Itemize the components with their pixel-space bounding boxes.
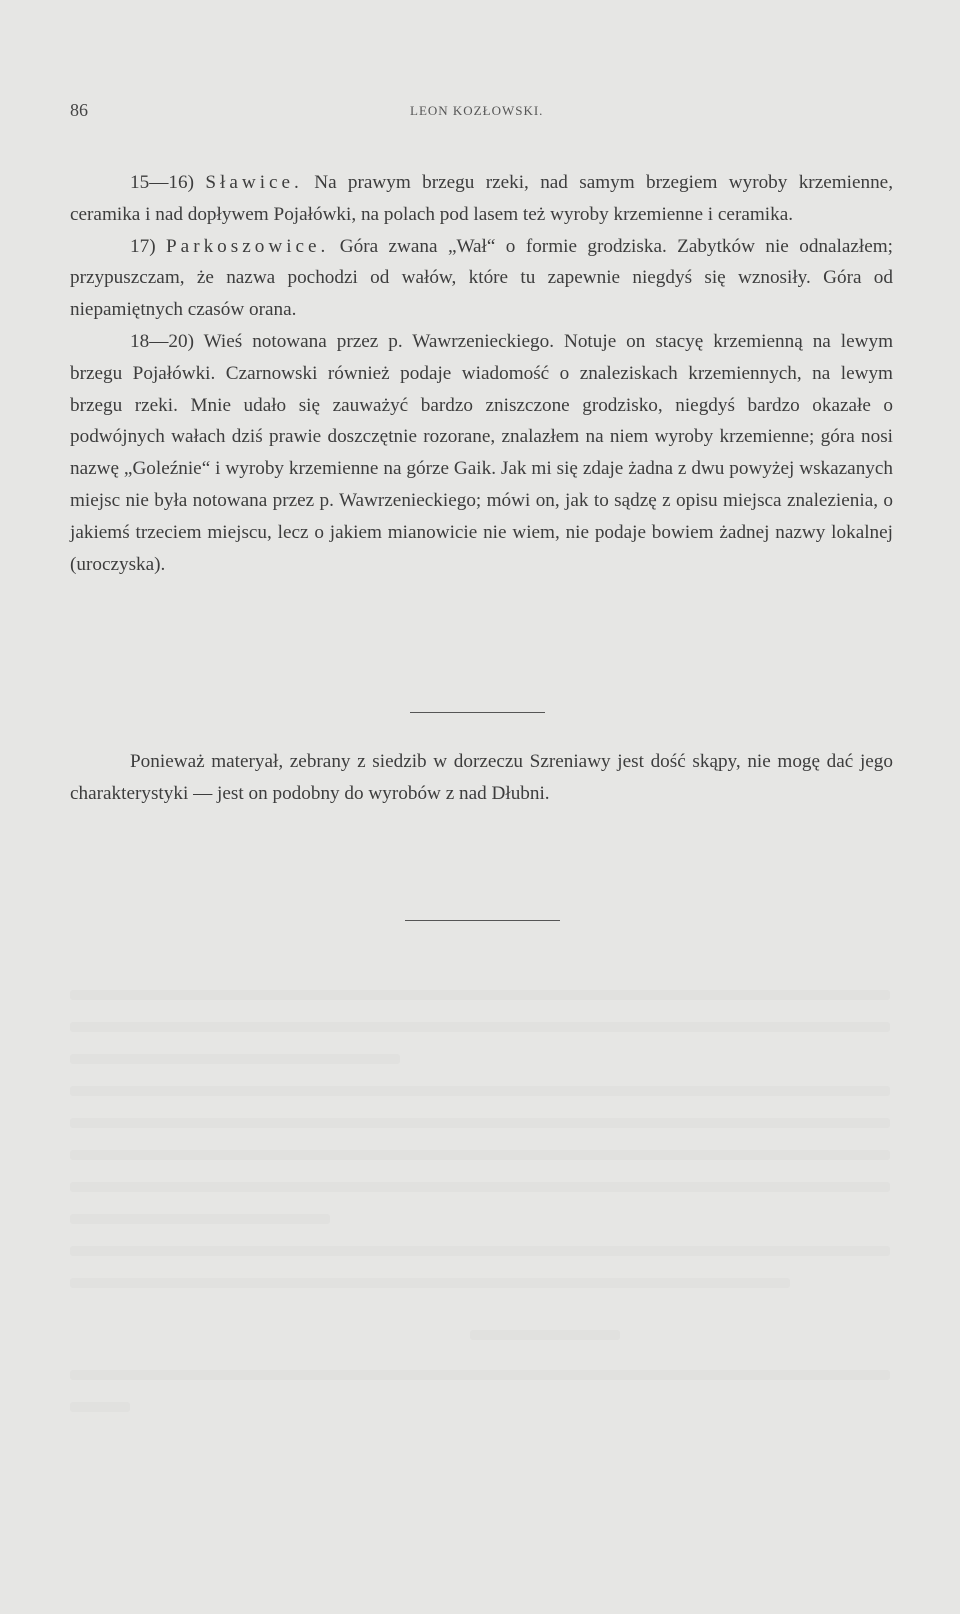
page-number: 86 xyxy=(70,100,88,120)
section-divider xyxy=(410,712,545,713)
bleed-through-line xyxy=(470,1330,620,1340)
main-text xyxy=(70,167,893,580)
bleed-through-line xyxy=(70,1370,890,1380)
bleed-through-line xyxy=(70,1246,890,1256)
page-header xyxy=(70,100,890,128)
bleed-through-line xyxy=(70,1214,330,1224)
bleed-through-line xyxy=(70,990,890,1000)
end-divider xyxy=(405,920,560,921)
place-name: Sławice. xyxy=(205,172,303,193)
bleed-through-line xyxy=(70,1150,890,1160)
paragraph-parkoszowice xyxy=(70,231,893,326)
paragraph-slawice xyxy=(70,167,893,231)
bleed-through-line xyxy=(70,1022,890,1032)
entry-number: 15—16) xyxy=(130,172,206,193)
paragraph-entries-18-20: 18—20) Wieś notowana przez p. Wawrzenieckiego. Notuje on stacyę krzemienną na lewym brzegu Pojałówki. Czarnowski również podaje wiadomość o znaleziskach krzemiennych, na lewym brzegu rzeki. Mnie udało się zauważyć bardzo zniszczone grodzisko, niegdyś bardzo okazałe o podwójnych wałach dziś prawie doszczętnie rozorane, znalazłem na niem wyroby krzemienne; góra nosi nazwę „Goleźnie“ i wyroby krzemienne na górze Gaik. Jak mi się zdaje żadna z dwu powyżej wskazanych miejsc nie była notowana przez p. Wawrzenieckiego; mówi on, jak to sądzę z opisu miejsca znalezienia, o jakiemś trzeciem miejscu, lecz o jakiem mianowicie nie wiem, nie podaje bowiem żadnej nazwy lokalnej (uroczyska). xyxy=(70,330,893,575)
running-head: LEON KOZŁOWSKI. xyxy=(410,103,544,118)
entry-number: 17) xyxy=(130,235,166,257)
bleed-through-line xyxy=(70,1182,890,1192)
paragraph-summary: Ponieważ materyał, zebrany z siedzib w dorzeczu Szreniawy jest dość skąpy, nie mogę dać jego charakterystyki — jest on podobny do wyrobów z nad Dłubni. xyxy=(70,751,893,804)
bleed-through-line xyxy=(70,1118,890,1128)
bleed-through-line xyxy=(70,1086,890,1096)
bleed-through-line xyxy=(70,1402,130,1412)
paragraph-text: Na prawym brzegu rzeki, nad samym brzegiem wyroby krzemienne, ceramika i nad dopływem Pojałówki, na polach pod lasem też wyroby krzemienne i ceramika. xyxy=(70,172,893,225)
place-name: Parkoszowice. xyxy=(166,235,330,257)
paragraph-text: Góra zwana „Wał“ o formie grodziska. Zabytków nie odnalazłem; przypuszczam, że nazwa pochodzi od wałów, które tu zapewnie niegdyś się wznosiły. Góra od niepamiętnych czasów orana. xyxy=(70,235,894,321)
bleed-through-line xyxy=(70,1054,400,1064)
summary-text xyxy=(70,746,893,810)
bleed-through-line xyxy=(70,1278,790,1288)
